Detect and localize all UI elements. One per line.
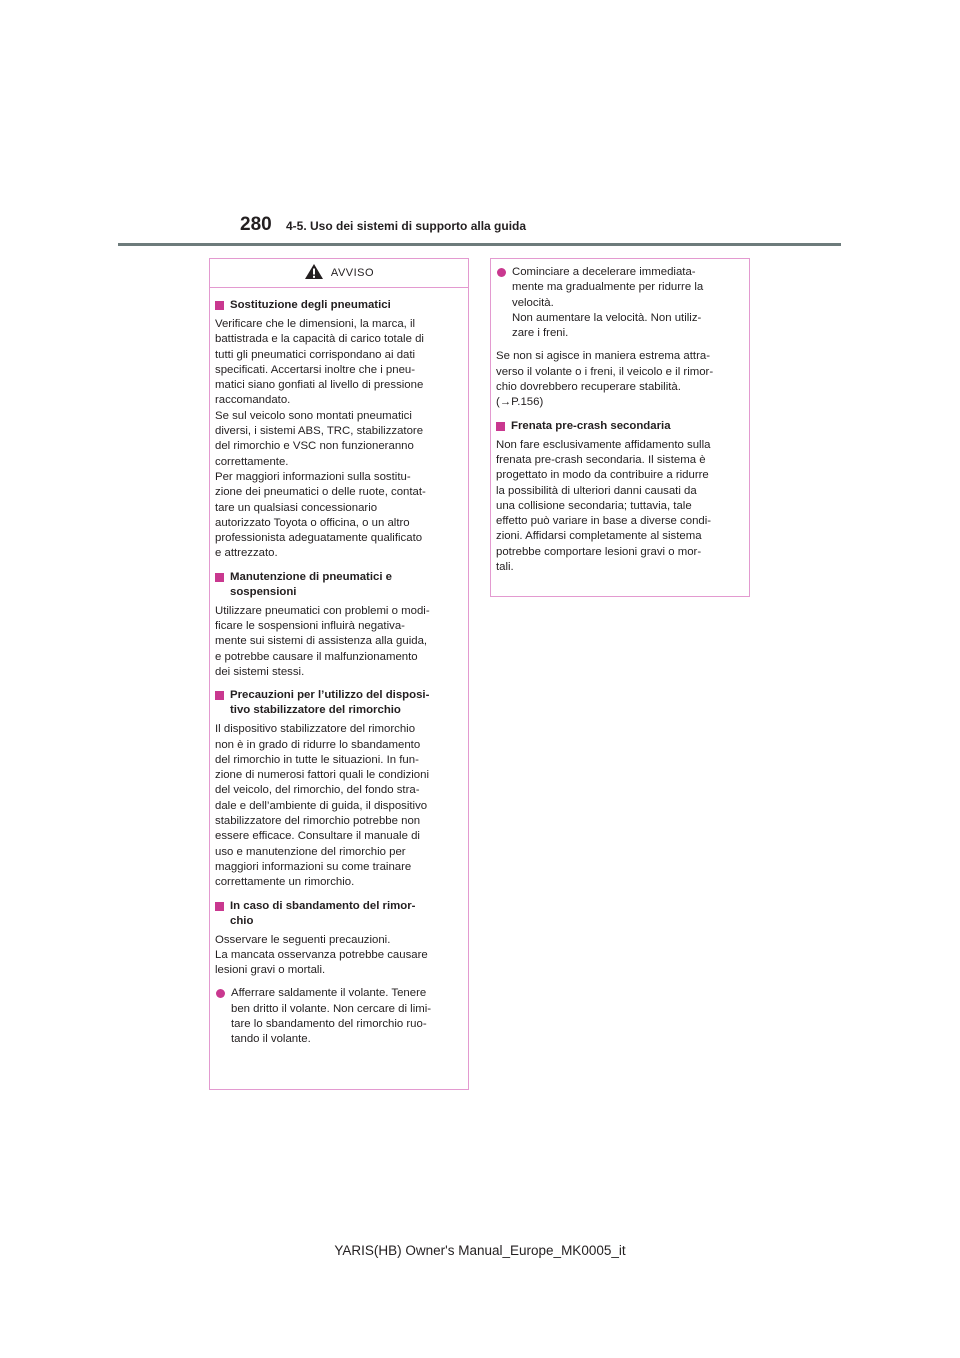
section-heading	[215, 570, 461, 600]
list-item-text: Afferrare saldamente il volante. Tenere ben dritto il volante. Non cercare di limi- tare lo sbandamento del rimorchio ruo- tando il volante.	[231, 987, 432, 1046]
list-item	[215, 986, 461, 1047]
heading-text: Frenata pre-crash secondaria	[511, 419, 671, 432]
warning-triangle-icon	[304, 263, 324, 283]
page-number: 280	[240, 214, 272, 235]
heading-text: Manutenzione di pneumatici e sospensioni	[230, 570, 393, 598]
footer-text: YARIS(HB) Owner's Manual_Europe_MK0005_it	[334, 1243, 626, 1258]
square-bullet-icon	[215, 691, 224, 700]
section-paragraph: Osservare le seguenti precauzioni. La mancata osservanza potrebbe causare lesioni gravi o mortali.	[215, 933, 428, 977]
circle-bullet-icon	[216, 989, 225, 998]
avviso-label: AVVISO	[330, 267, 375, 279]
square-bullet-icon	[215, 902, 224, 911]
section-paragraph: Se non si agisce in maniera estrema attra- verso il volante o i freni, il veicolo e il rimor- chio dovrebbero recuperare stabilità. (→P.156)	[496, 350, 714, 409]
warning-box-right-body	[491, 259, 749, 579]
section-title: 4-5. Uso dei sistemi di supporto alla guida	[286, 219, 527, 233]
header-rule	[118, 243, 841, 246]
heading-text: In caso di sbandamento del rimor- chio	[230, 899, 416, 927]
section-heading	[215, 688, 461, 718]
circle-bullet-icon	[497, 268, 506, 277]
section-heading	[496, 419, 742, 434]
section-paragraph: Verificare che le dimensioni, la marca, il battistrada e la capacità di carico totale di tutti gli pneumatici corrispondano ai dati specificati. Accertarsi inoltre che i pneu- matici siano gonfiati al livello di pressione raccomandato. Se sul veicolo sono montati pneumatici diversi, i sistemi ABS, TRC, stabilizzatore del rimorchio e VSC non funzioneranno correttamente. Per maggiori informazioni sulla sostitu- zione dei pneumatici o delle ruote, contat- tare un qualsiasi concessionario autorizzato Toyota o officina, o un altro professionista adeguatamente qualificato e attrezzato.	[215, 318, 426, 560]
avviso-header	[210, 259, 468, 288]
section-paragraph: Non fare esclusivamente affidamento sulla frenata pre-crash secondaria. Il sistema è progettato in modo da contribuire a ridurre la possibilità di ulteriori danni causati da una collisione secondaria; tuttavia, tale effetto può variare in base a diverse condi- zioni. Affidarsi completamente al sistema potrebbe comportare lesioni gravi o mor- tali.	[496, 438, 712, 574]
warning-box-right	[490, 258, 750, 597]
list-item-text: Cominciare a decelerare immediata- mente ma gradualmente per ridurre la velocità. Non aumentare la velocità. Non utiliz- zare i freni.	[512, 266, 704, 340]
warning-box-left-body	[210, 288, 468, 1052]
heading-text: Precauzioni per l’utilizzo del disposi- tivo stabilizzatore del rimorchio	[230, 689, 430, 717]
warning-box-left	[209, 258, 469, 1090]
square-bullet-icon	[215, 573, 224, 582]
section-heading	[215, 298, 461, 313]
square-bullet-icon	[215, 301, 224, 310]
section-paragraph: Il dispositivo stabilizzatore del rimorchio non è in grado di ridurre lo sbandamento del rimorchio in tutte le situazioni. In fun- zione di numerosi fattori quali le condizioni del veicolo, del rimorchio, del fondo stra- dale e dell’ambiente di guida, il dispositivo stabilizzatore del rimorchio potrebbe non essere efficace. Consultare il manuale di uso e manutenzione del rimorchio per maggiori informazioni su come trainare correttamente un rimorchio.	[215, 723, 430, 889]
list-item	[496, 265, 742, 341]
heading-text: Sostituzione degli pneumatici	[230, 299, 391, 311]
square-bullet-icon	[496, 422, 505, 431]
section-paragraph: Utilizzare pneumatici con problemi o modi- ficare le sospensioni influirà negativa- mente sui sistemi di assistenza alla guida, e potrebbe causare il malfunzionamento dei sistemi stessi.	[215, 604, 430, 678]
section-heading	[215, 899, 461, 929]
